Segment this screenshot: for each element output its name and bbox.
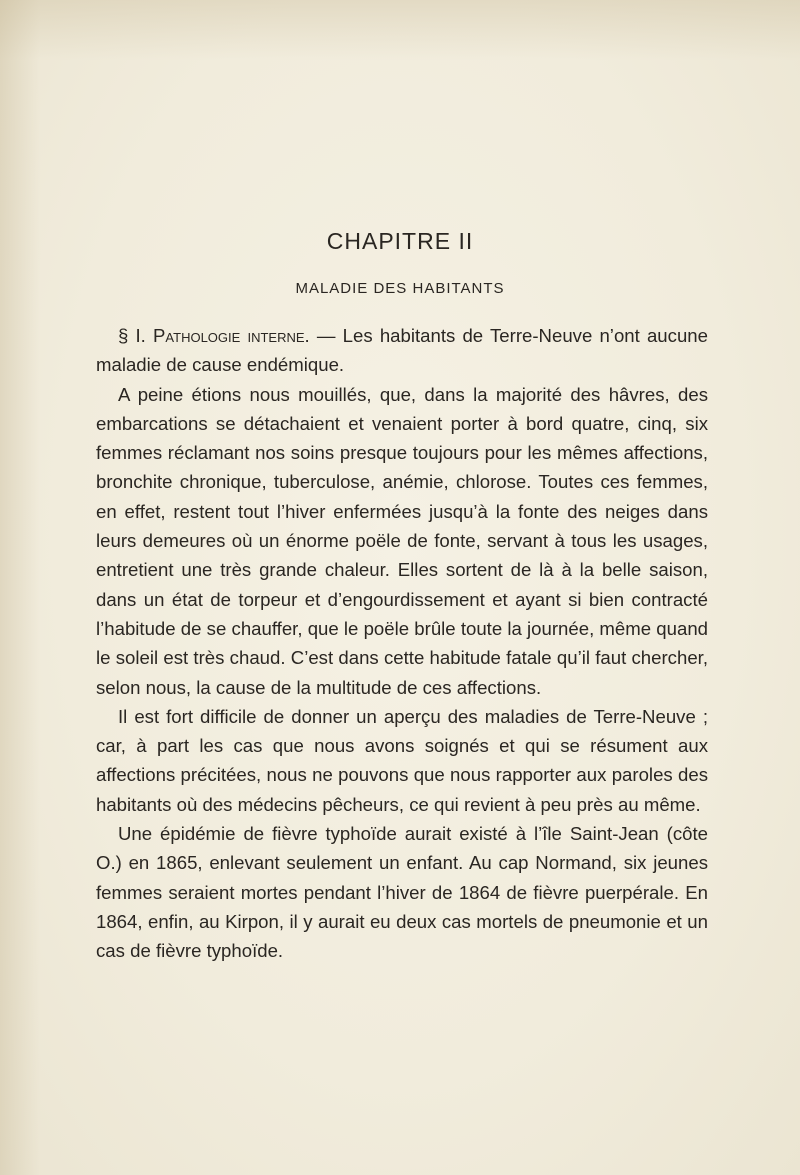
paragraph (96, 321, 708, 380)
paragraph-text: Les habitants de Terre-Neuve n’ont aucune maladie de cause endémique. (96, 325, 708, 376)
chapter-subtitle: MALADIE DES HABITANTS (295, 280, 505, 297)
body-text (96, 321, 708, 966)
chapter-title: CHAPITRE II (326, 228, 474, 254)
paragraph: Il est fort difficile de donner un aperçu des maladies de Terre-Neuve ; car, à part les cas que nous avons soignés et qui se résument aux affections précitées, nous ne pouvons que nous rapporter aux paroles des habitants où des médecins pêcheurs, ce qui revient à peu près au même. (96, 705, 708, 815)
section-marker: § I. (118, 325, 154, 346)
section-dash: — (309, 325, 343, 346)
section-heading: Pathologie interne. (153, 325, 310, 346)
paper-shading-top (0, 0, 800, 60)
paragraph: Une épidémie de fièvre typhoïde aurait existé à l’île Saint-Jean (côte O.) en 1865, enlevant seulement un enfant. Au cap Normand, six jeunes femmes seraient mortes pendant l’hiver de 1864 de fièvre puerpérale. En 1864, enfin, au Kirpon, il y aurait eu deux cas mortels de pneumonie et un cas de fièvre typhoïde. (96, 823, 708, 962)
paper-shading-left (0, 0, 40, 1175)
paragraph: A peine étions nous mouillés, que, dans la majorité des hâvres, des embarcations se détachaient et venaient porter à bord quatre, cinq, six femmes réclamant nos soins presque toujours pour les mêmes affections, bronchite chronique, tuberculose, anémie, chlorose. Toutes ces femmes, en effet, restent tout l’hiver enfermées jusqu’à la fonte des neiges dans leurs demeures où un énorme poële de fonte, servant à tous les usages, entretient une très grande chaleur. Elles sortent de là à la belle saison, dans un état de torpeur et d’engourdissement et ayant si bien contracté l’habitude de se chauffer, que le poële brûle toute la journée, même quand le soleil est très chaud. C’est dans cette habitude fatale qu’il faut chercher, selon nous, la cause de la multitude de ces affections. (96, 383, 708, 698)
